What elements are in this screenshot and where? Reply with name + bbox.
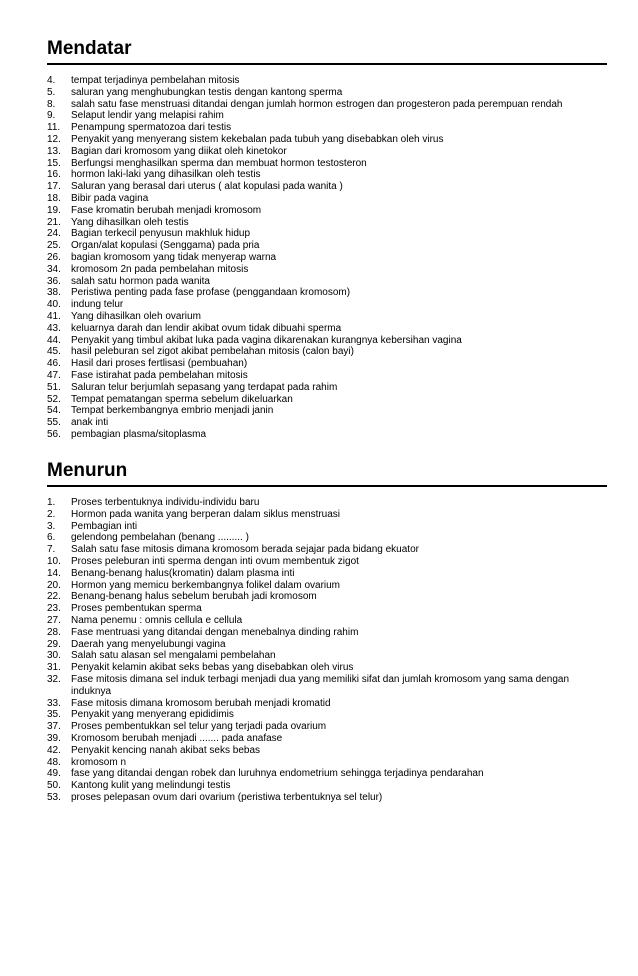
- clue-number: 38.: [47, 287, 61, 299]
- clue-text: anak inti: [71, 417, 109, 429]
- clue-number: 25.: [47, 240, 61, 252]
- clue-text: Penyakit yang menyerang epididimis: [71, 709, 234, 721]
- clue-number: 28.: [47, 626, 61, 638]
- list-item: [47, 745, 607, 757]
- list-item: [47, 662, 607, 674]
- clue-number: 53.: [47, 791, 61, 803]
- clue-text: Fase mentruasi yang ditandai dengan menebalnya dinding rahim: [71, 626, 359, 638]
- list-item: [47, 75, 607, 87]
- list-item: [47, 264, 607, 276]
- clue-number: 29.: [47, 638, 61, 650]
- clue-text: kromosom n: [71, 756, 127, 768]
- clue-text: tempat terjadinya pembelahan mitosis: [71, 75, 240, 86]
- clue-number: 1.: [47, 497, 56, 508]
- clue-text: Proses terbentuknya individu-individu baru: [71, 497, 260, 508]
- clue-text: hormon laki-laki yang dihasilkan oleh testis: [71, 169, 261, 181]
- clue-text: Kantong kulit yang melindungi testis: [71, 780, 231, 792]
- list-item: [47, 169, 607, 181]
- list-item: [47, 158, 607, 170]
- list-item: [47, 110, 607, 122]
- list-item: [47, 780, 607, 792]
- list-item: [47, 639, 607, 651]
- list-item: [47, 768, 607, 780]
- clue-number: 15.: [47, 157, 61, 169]
- clue-text: Proses pembentukkan sel telur yang terjadi pada ovarium: [71, 721, 327, 733]
- clue-number: 40.: [47, 299, 61, 311]
- clue-text: Tempat berkembangnya embrio menjadi janin: [71, 405, 274, 417]
- clue-text: Saluran yang berasal dari uterus ( alat kopulasi pada wanita ): [71, 181, 343, 193]
- clue-number: 8.: [47, 98, 56, 110]
- clue-text: Daerah yang menyelubungi vagina: [71, 638, 226, 650]
- list-item: [47, 134, 607, 146]
- clue-number: 56.: [47, 428, 61, 440]
- list-item: [47, 87, 607, 99]
- clue-text: Benang-benang halus(kromatin) dalam plasma inti: [71, 567, 295, 579]
- clue-text: Berfungsi menghasilkan sperma dan membuat hormon testosteron: [71, 157, 367, 169]
- clue-text: Yang dihasilkan oleh testis: [71, 216, 189, 228]
- clue-number: 26.: [47, 251, 61, 263]
- clue-number: 37.: [47, 721, 61, 733]
- clue-number: 20.: [47, 579, 61, 591]
- clue-number: 42.: [47, 744, 61, 756]
- clue-number: 21.: [47, 216, 61, 228]
- list-item: [47, 556, 607, 568]
- clue-number: 41.: [47, 310, 61, 322]
- clue-number: 35.: [47, 709, 61, 721]
- list-item: [47, 358, 607, 370]
- list-item: [47, 591, 607, 603]
- clue-text: salah satu hormon pada wanita: [71, 275, 210, 287]
- clue-number: 4.: [47, 75, 56, 86]
- clue-text: Kromosom berubah menjadi ....... pada anafase: [71, 732, 283, 744]
- clue-text: kromosom 2n pada pembelahan mitosis: [71, 263, 249, 275]
- clue-number: 48.: [47, 756, 61, 768]
- clue-number: 50.: [47, 780, 61, 792]
- clue-number: 43.: [47, 322, 61, 334]
- list-item: [47, 709, 607, 721]
- section-heading: Menurun: [47, 460, 607, 487]
- list-item: [47, 509, 607, 521]
- clue-text: Salah satu fase mitosis dimana kromosom berada sejajar pada bidang ekuator: [71, 544, 419, 556]
- clue-list: [47, 497, 607, 804]
- list-item: [47, 674, 607, 698]
- clue-text: Nama penemu : omnis cellula e cellula: [71, 614, 243, 626]
- clue-text: Penampung spermatozoa dari testis: [71, 122, 232, 134]
- clue-number: 51.: [47, 381, 61, 393]
- clue-number: 13.: [47, 145, 61, 157]
- clue-number: 36.: [47, 275, 61, 287]
- clue-number: 39.: [47, 732, 61, 744]
- list-item: [47, 181, 607, 193]
- list-item: [47, 615, 607, 627]
- list-item: [47, 394, 607, 406]
- clue-number: 52.: [47, 393, 61, 405]
- list-item: [47, 335, 607, 347]
- clue-text: gelendong pembelahan (benang ......... ): [71, 532, 249, 544]
- list-item: [47, 580, 607, 592]
- clue-text: Bibir pada vagina: [71, 192, 149, 204]
- clue-number: 16.: [47, 169, 61, 181]
- clue-text: saluran yang menghubungkan testis dengan kantong sperma: [71, 86, 343, 98]
- clue-text: bagian kromosom yang tidak menyerap warna: [71, 251, 277, 263]
- clue-text: Hormon pada wanita yang berperan dalam siklus menstruasi: [71, 508, 341, 520]
- clue-text: Fase kromatin berubah menjadi kromosom: [71, 204, 262, 216]
- clue-text: Organ/alat kopulasi (Senggama) pada pria: [71, 240, 260, 252]
- list-item: [47, 568, 607, 580]
- list-item: [47, 757, 607, 769]
- list-item: [47, 240, 607, 252]
- clue-text: Hasil dari proses fertlisasi (pembuahan): [71, 358, 248, 370]
- section-menurun: [47, 460, 607, 804]
- clue-number: 7.: [47, 544, 56, 556]
- clue-number: 32.: [47, 673, 61, 685]
- clue-text: salah satu fase menstruasi ditandai dengan jumlah hormon estrogen dan progesteron pada perempuan rendah: [71, 98, 563, 110]
- list-item: [47, 417, 607, 429]
- clue-number: 33.: [47, 697, 61, 709]
- list-item: [47, 299, 607, 311]
- clue-number: 2.: [47, 508, 56, 520]
- list-item: [47, 99, 607, 111]
- clue-text: Saluran telur berjumlah sepasang yang terdapat pada rahim: [71, 381, 338, 393]
- clue-number: 3.: [47, 520, 56, 532]
- clue-number: 18.: [47, 192, 61, 204]
- list-item: [47, 405, 607, 417]
- clue-text: Proses pembentukan sperma: [71, 603, 202, 615]
- clue-text: Penyakit kelamin akibat seks bebas yang disebabkan oleh virus: [71, 662, 354, 674]
- section-heading: Mendatar: [47, 38, 607, 65]
- clue-text: hasil peleburan sel zigot akibat pembelahan mitosis (calon bayi): [71, 346, 354, 358]
- clue-text: Bagian dari kromosom yang diikat oleh kinetokor: [71, 145, 287, 157]
- clue-text: Fase istirahat pada pembelahan mitosis: [71, 369, 248, 381]
- clue-text: Selaput lendir yang melapisi rahim: [71, 110, 224, 122]
- clue-number: 45.: [47, 346, 61, 358]
- list-item: [47, 311, 607, 323]
- clue-text: Pembagian inti: [71, 520, 138, 532]
- list-item: [47, 650, 607, 662]
- clue-number: 54.: [47, 405, 61, 417]
- list-item: [47, 698, 607, 710]
- list-item: [47, 370, 607, 382]
- list-item: [47, 603, 607, 615]
- clue-text: keluarnya darah dan lendir akibat ovum tidak dibuahi sperma: [71, 322, 342, 334]
- list-item: [47, 193, 607, 205]
- clue-number: 30.: [47, 650, 61, 662]
- clue-text: Proses peleburan inti sperma dengan inti ovum membentuk zigot: [71, 555, 359, 567]
- clue-number: 6.: [47, 532, 56, 544]
- list-item: [47, 122, 607, 134]
- list-item: [47, 792, 607, 804]
- list-item: [47, 497, 607, 509]
- clue-number: 47.: [47, 369, 61, 381]
- clue-number: 10.: [47, 555, 61, 567]
- list-item: [47, 721, 607, 733]
- list-item: [47, 287, 607, 299]
- list-item: [47, 544, 607, 556]
- list-item: [47, 382, 607, 394]
- clue-number: 49.: [47, 768, 61, 780]
- clue-number: 22.: [47, 591, 61, 603]
- clue-number: 5.: [47, 86, 56, 98]
- clue-list: [47, 75, 607, 441]
- clue-text: pembagian plasma/sitoplasma: [71, 428, 207, 440]
- list-item: [47, 252, 607, 264]
- clue-number: 44.: [47, 334, 61, 346]
- list-item: [47, 429, 607, 441]
- clue-text: Yang dihasilkan oleh ovarium: [71, 310, 201, 322]
- clue-number: 14.: [47, 567, 61, 579]
- clue-number: 19.: [47, 204, 61, 216]
- clue-text: Bagian terkecil penyusun makhluk hidup: [71, 228, 250, 240]
- list-item: [47, 205, 607, 217]
- list-item: [47, 521, 607, 533]
- clue-number: 34.: [47, 263, 61, 275]
- list-item: [47, 146, 607, 158]
- list-item: [47, 733, 607, 745]
- list-item: [47, 346, 607, 358]
- list-item: [47, 228, 607, 240]
- clue-text: Tempat pematangan sperma sebelum dikeluarkan: [71, 393, 293, 405]
- clue-number: 31.: [47, 662, 61, 674]
- clue-number: 24.: [47, 228, 61, 240]
- clue-text: Benang-benang halus sebelum berubah jadi kromosom: [71, 591, 317, 603]
- clue-number: 12.: [47, 133, 61, 145]
- clue-text: fase yang ditandai dengan robek dan luruhnya endometrium sehingga terjadinya pendarahan: [71, 768, 484, 780]
- clue-number: 27.: [47, 614, 61, 626]
- clue-text: proses pelepasan ovum dari ovarium (peristiwa terbentuknya sel telur): [71, 791, 383, 803]
- clue-text: Peristiwa penting pada fase profase (penggandaan kromosom): [71, 287, 351, 299]
- list-item: [47, 323, 607, 335]
- clue-text: Salah satu alasan sel mengalami pembelahan: [71, 650, 276, 662]
- clue-number: 11.: [47, 122, 61, 134]
- list-item: [47, 532, 607, 544]
- clue-text: Penyakit kencing nanah akibat seks bebas: [71, 744, 261, 756]
- clue-text: Hormon yang memicu berkembangnya folikel dalam ovarium: [71, 579, 341, 591]
- list-item: [47, 217, 607, 229]
- section-mendatar: [47, 38, 607, 441]
- clue-number: 17.: [47, 181, 61, 193]
- clue-number: 23.: [47, 603, 61, 615]
- clue-text: indung telur: [71, 299, 124, 311]
- clue-number: 9.: [47, 110, 56, 122]
- clue-text: Penyakit yang timbul akibat luka pada vagina dikarenakan kurangnya kebersihan vagina: [71, 334, 462, 346]
- clue-number: 55.: [47, 417, 61, 429]
- list-item: [47, 627, 607, 639]
- clue-text: Penyakit yang menyerang sistem kekebalan pada tubuh yang disebabkan oleh virus: [71, 133, 444, 145]
- clue-text: Fase mitosis dimana sel induk terbagi menjadi dua yang memiliki sifat dan jumlah kromosom yang sama dengan induknya: [71, 673, 570, 697]
- clue-text: Fase mitosis dimana kromosom berubah menjadi kromatid: [71, 697, 331, 709]
- list-item: [47, 276, 607, 288]
- clue-number: 46.: [47, 358, 61, 370]
